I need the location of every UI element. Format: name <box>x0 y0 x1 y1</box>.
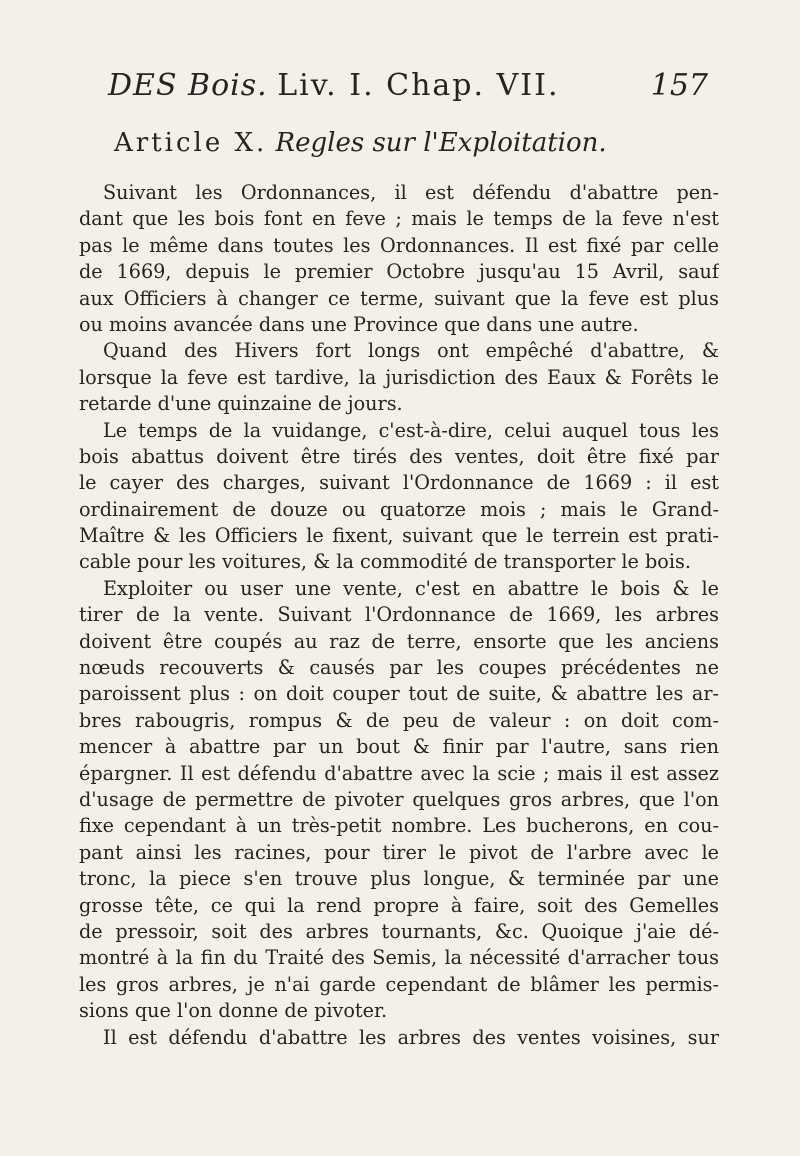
text-line: de pressoir, soit des arbres tournants, &c. Quoique j'aie dé- <box>79 919 719 943</box>
text-line: sions que l'on donne de pivoter. <box>79 999 388 1023</box>
text-line: Exploiter ou user une vente, c'est en abattre le bois & le <box>103 576 719 600</box>
text-line: lorsque la feve est tardive, la jurisdiction des Eaux & Forêts le <box>79 365 719 389</box>
text-line: Suivant les Ordonnances, il est défendu d'abattre pen- <box>103 181 719 204</box>
text-line: épargner. Il est défendu d'abattre avec la scie ; mais il est assez <box>79 761 719 785</box>
text-line: les gros arbres, je n'ai garde cependant de blâmer les permis- <box>79 972 719 996</box>
text-line: tirer de la vente. Suivant l'Ordonnance de 1669, les arbres <box>79 603 719 627</box>
text-line: bres rabougris, rompus & de peu de valeur : on doit com- <box>79 708 719 732</box>
text-line: nœuds recouverts & causés par les coupes précédentes ne <box>79 656 719 680</box>
text-line: retarde d'une quinzaine de jours. <box>79 392 403 416</box>
text-line: montré à la fin du Traité des Semis, la nécessité d'arracher tous <box>79 946 719 970</box>
text-line: pant ainsi les racines, pour tirer le pivot de l'arbre avec le <box>79 840 719 864</box>
text-line: fixe cependant à un très-petit nombre. Les bucherons, en cou- <box>79 814 719 838</box>
running-title-italic: DES Bois. <box>108 68 268 103</box>
page-number: 157 <box>650 68 708 103</box>
text-line: Maître & les Officiers le fixent, suivant que le terrein est prati- <box>79 524 719 548</box>
text-line: le cayer des charges, suivant l'Ordonnance de 1669 : il est <box>79 471 719 495</box>
text-line: paroissent plus : on doit couper tout de suite, & abattre les ar- <box>79 682 719 706</box>
text-line: de 1669, depuis le premier Octobre jusqu'au 15 Avril, sauf <box>79 260 719 284</box>
text-line: tronc, la piece s'en trouve plus longue, & terminée par une <box>79 867 719 891</box>
text-line: ou moins avancée dans une Province que dans une autre. <box>79 312 639 336</box>
text-line: dant que les bois font en feve ; mais le temps de la feve n'est <box>79 207 719 231</box>
text-line: d'usage de permettre de pivoter quelques gros arbres, que l'on <box>79 787 719 811</box>
text-line: doivent être coupés au raz de terre, ensorte que les anciens <box>79 629 719 653</box>
text-line: Le temps de la vuidange, c'est-à-dire, celui auquel tous les <box>103 418 719 442</box>
text-line: ordinairement de douze ou quatorze mois ; mais le Grand- <box>79 497 719 521</box>
article-title: Regles sur l'Exploitation. <box>275 128 607 158</box>
running-title <box>108 68 559 103</box>
text-line: Il est défendu d'abattre les arbres des ventes voisines, sur <box>103 1025 719 1049</box>
text-line: Quand des Hivers fort longs ont empêché d'abattre, & <box>103 339 719 363</box>
text-line: aux Officiers à changer ce terme, suivant que la feve est plus <box>79 286 719 310</box>
text-line: mencer à abattre par un bout & finir par l'autre, sans rien <box>79 735 719 759</box>
text-line: bois abattus doivent être tirés des ventes, doit être fixé par <box>79 444 719 468</box>
article-heading <box>114 128 607 158</box>
body-text <box>79 180 719 1051</box>
text-line: cable pour les voitures, & la commodité de transporter le bois. <box>79 550 691 574</box>
running-header <box>108 68 708 108</box>
running-title-chapter: Liv. I. Chap. VII. <box>277 68 560 103</box>
article-number: Article X. <box>114 128 268 158</box>
text-line: pas le même dans toutes les Ordonnances. Il est fixé par celle <box>79 233 719 257</box>
text-line: grosse tête, ce qui la rend propre à faire, soit des Gemelles <box>79 893 719 917</box>
